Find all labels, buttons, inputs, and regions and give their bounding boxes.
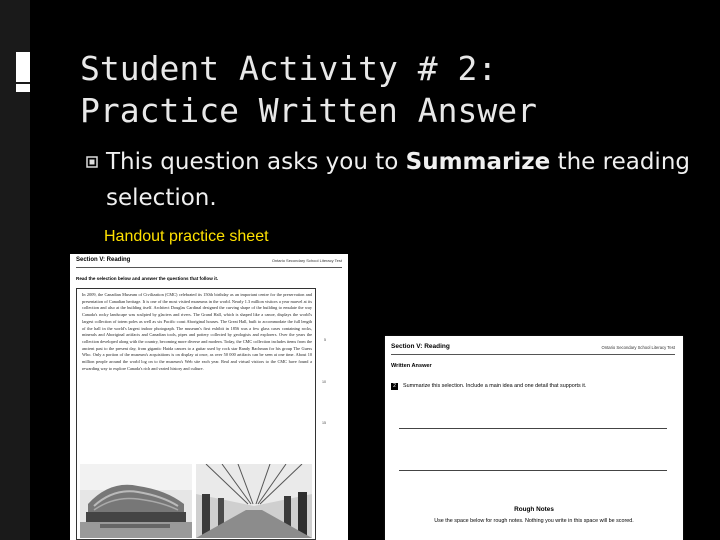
written-answer-heading: Written Answer <box>391 363 432 369</box>
question-text: Summarize this selection. Include a main idea and one detail that supports it. <box>403 383 587 389</box>
section-heading: Section V: Reading <box>76 257 131 263</box>
test-name: Ontario Secondary School Literacy Test <box>271 258 342 263</box>
handout-reading-page <box>70 254 348 540</box>
handout-written-answer-page <box>385 336 683 540</box>
bullet-text <box>106 144 706 216</box>
museum-exterior-photo <box>80 464 192 538</box>
title-accent-block <box>16 52 30 82</box>
museum-interior-photo <box>196 464 312 538</box>
page-header <box>391 342 675 355</box>
handout-caption: Handout practice sheet <box>104 228 269 245</box>
bullet-text-start: This question asks you to <box>106 149 406 175</box>
rough-notes-instructions: Use the space below for rough notes. Nothing you write in this space will be scored. <box>434 518 634 524</box>
answer-line <box>399 428 667 429</box>
title-line-2: Practice Written Answer <box>80 91 537 130</box>
line-number: 15 <box>322 421 326 425</box>
rough-notes-heading: Rough Notes <box>514 506 554 513</box>
section-heading: Section V: Reading <box>391 343 450 350</box>
title-line-1: Student Activity # 2: <box>80 49 498 88</box>
line-number: 5 <box>324 338 326 342</box>
reading-passage: In 2009, the Canadian Museum of Civilization (CMC) celebrated its 150th birthday as an important centre for the preservation and presentation of Canadian heritage. It is one of the most visited museums in the world. Nearly 1.3 million visitors a year marvel at its collection and also at the building itself. Architect Douglas Cardinal designed the curving shape of the building to emulate the way Canada's rocky landscape was sculpted by glaciers and rivers. The Grand Hall, which is shaped like a canoe, displays the world's largest collection of totem poles as well as six Pacific coast Aboriginal houses. The Great Hall, built to accommodate the full length of the hall in the world's largest indoor photograph. The museum's first exhibit in 1856 was a few glass cases containing rocks, minerals and Aboriginal artifacts and Canadian tools, pipes and pottery collected by geologists and explorers. Over the years the collection developed along with the country, becoming more diverse and modern. Today, the CMC collection includes items from the ancient past to the present day, from gigantic Haida canoes to a guitar used by rock star Randy Bachman for his group The Guess Who. Only a portion of the museum's acquisitions is on display at once, as over 50 000 artifacts can be seen at one time. About 10 million people around the world log on to the museum's Web site each year. Real and virtual visitors to the CMC have found a rewarding way to explore Canada's rich and varied history and culture. <box>82 292 312 371</box>
square-bullet-icon <box>86 156 98 168</box>
title-accent-block-small <box>16 84 30 92</box>
reading-instruction: Read the selection below and answer the questions that follow it. <box>76 276 219 281</box>
bullet-text-keyword: Summarize <box>405 149 551 175</box>
page-header <box>76 257 342 268</box>
bullet-text-end: the reading selection. <box>106 149 690 211</box>
question-number-badge: 2 <box>391 383 398 390</box>
slide-title <box>80 48 537 132</box>
answer-line <box>399 470 667 471</box>
test-name: Ontario Secondary School Literacy Test <box>601 345 675 350</box>
line-number: 10 <box>322 380 326 384</box>
